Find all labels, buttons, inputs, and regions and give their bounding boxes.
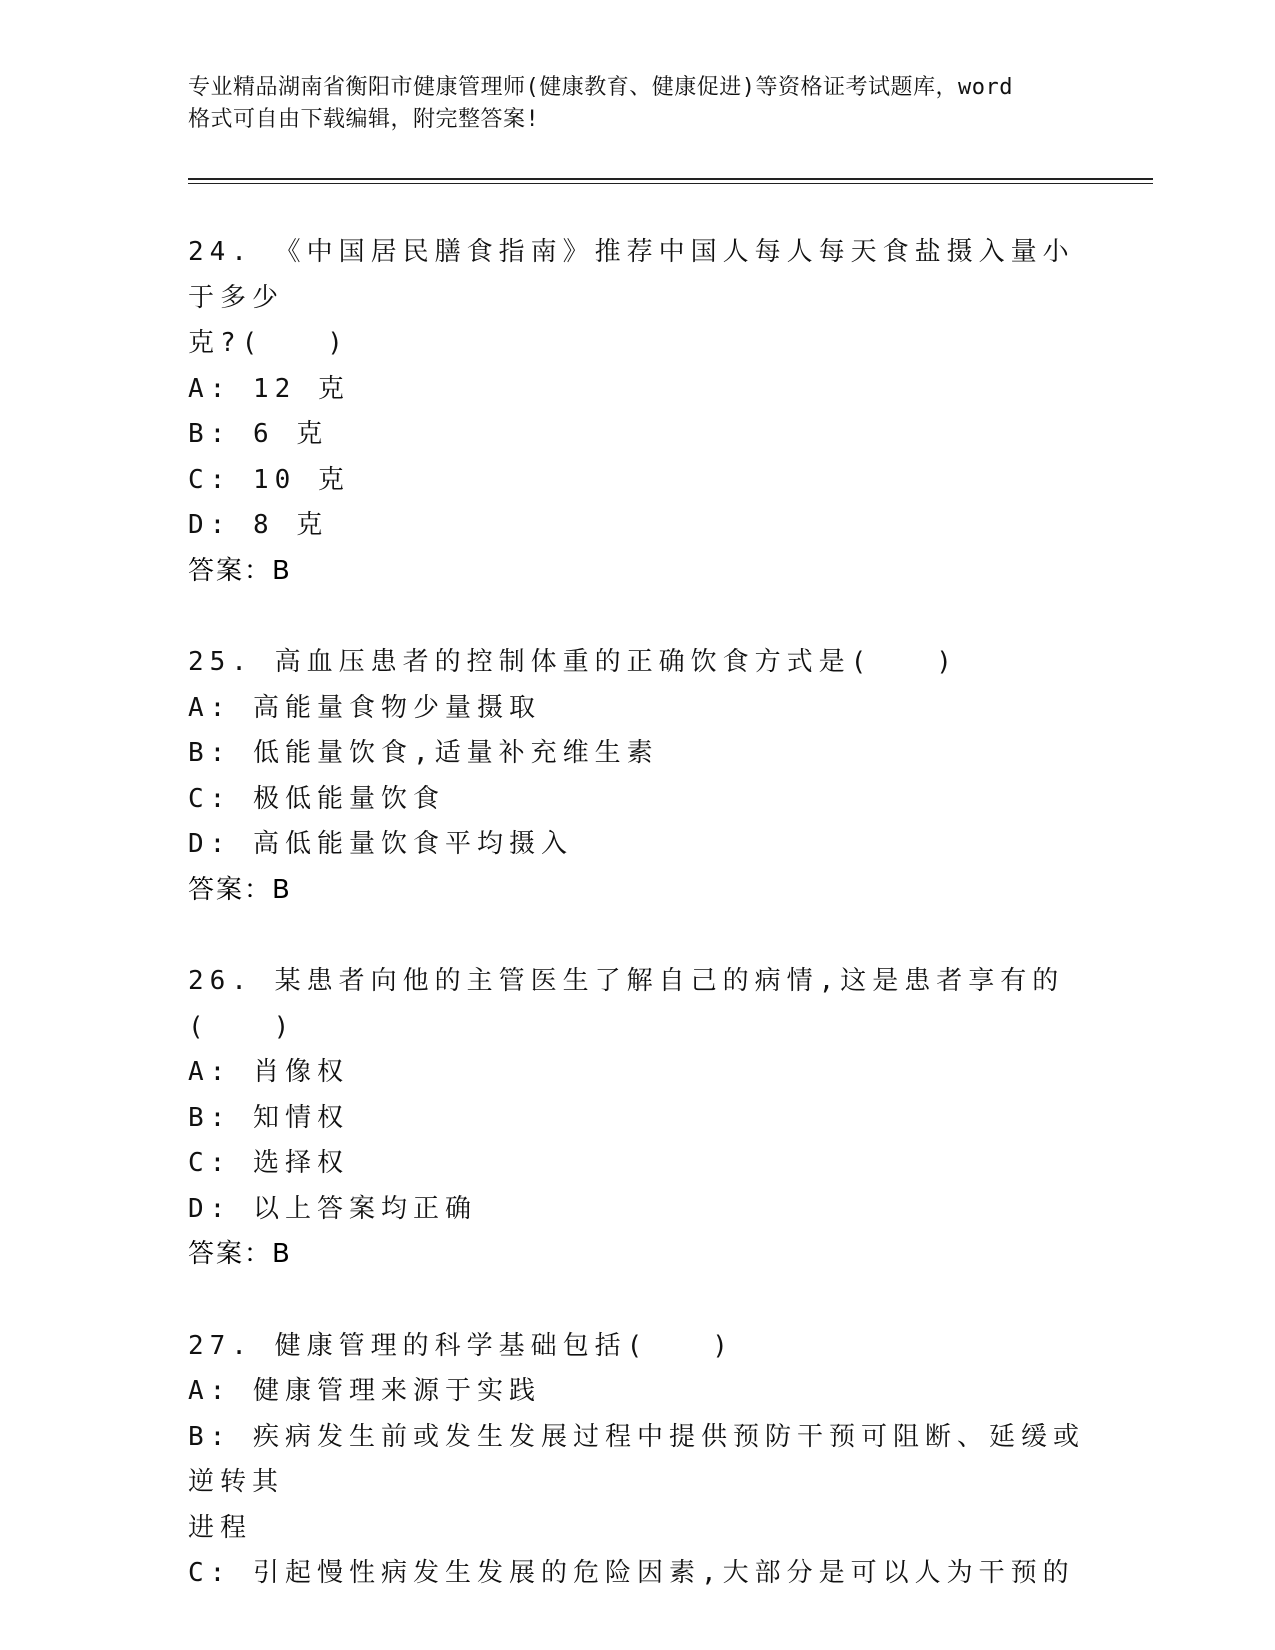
header-line-1: 专业精品湖南省衡阳市健康管理师(健康教育、健康促进)等资格证考试题库，word — [188, 75, 1013, 100]
option-a: A: 12 克 — [188, 373, 350, 404]
option-a: A: 健康管理来源于实践 — [188, 1376, 541, 1406]
option-b: B: 6 克 — [188, 419, 329, 449]
option-a: A: 高能量食物少量摄取 — [188, 692, 541, 723]
question-stem: 24. 《中国居民膳食指南》推荐中国人每人每天食盐摄入量小于多少 — [188, 237, 1075, 313]
option-b: B: 疾病发生前或发生发展过程中提供预防干预可阻断、延缓或逆转其 — [188, 1421, 1085, 1497]
question-stem: 27. 健康管理的科学基础包括( ) — [188, 1330, 734, 1361]
document-header — [188, 72, 1088, 136]
option-c: C: 引起慢性病发生发展的危险因素,大部分是可以人为干预的 — [188, 1558, 1075, 1588]
question-stem: 25. 高血压患者的控制体重的正确饮食方式是( ) — [188, 647, 958, 677]
option-b: B: 低能量饮食,适量补充维生素 — [188, 738, 659, 768]
answer-label: 答案：B — [188, 1239, 292, 1269]
answer-label: 答案：B — [188, 555, 292, 586]
option-b-continuation: 进程 — [188, 1512, 253, 1543]
question-stem-continuation: 克?( ) — [188, 328, 349, 358]
option-b: B: 知情权 — [188, 1102, 349, 1133]
question-27 — [188, 1324, 1088, 1597]
header-divider-thick — [188, 178, 1153, 180]
answer-label: 答案：B — [188, 874, 292, 905]
option-d: D: 以上答案均正确 — [188, 1193, 477, 1224]
question-stem: 26. 某患者向他的主管医生了解自己的病情,这是患者享有的( ) — [188, 966, 1065, 1042]
option-d: D: 8 克 — [188, 510, 329, 540]
question-24 — [188, 230, 1088, 594]
question-25 — [188, 640, 1088, 913]
option-d: D: 高低能量饮食平均摄入 — [188, 829, 573, 859]
question-26 — [188, 959, 1088, 1278]
option-c: C: 极低能量饮食 — [188, 783, 445, 814]
header-divider-thin — [188, 183, 1153, 184]
option-c: C: 选择权 — [188, 1148, 349, 1178]
header-line-2: 格式可自由下载编辑，附完整答案! — [188, 107, 540, 132]
question-list — [188, 230, 1088, 1643]
option-c: C: 10 克 — [188, 464, 350, 495]
option-a: A: 肖像权 — [188, 1057, 349, 1087]
